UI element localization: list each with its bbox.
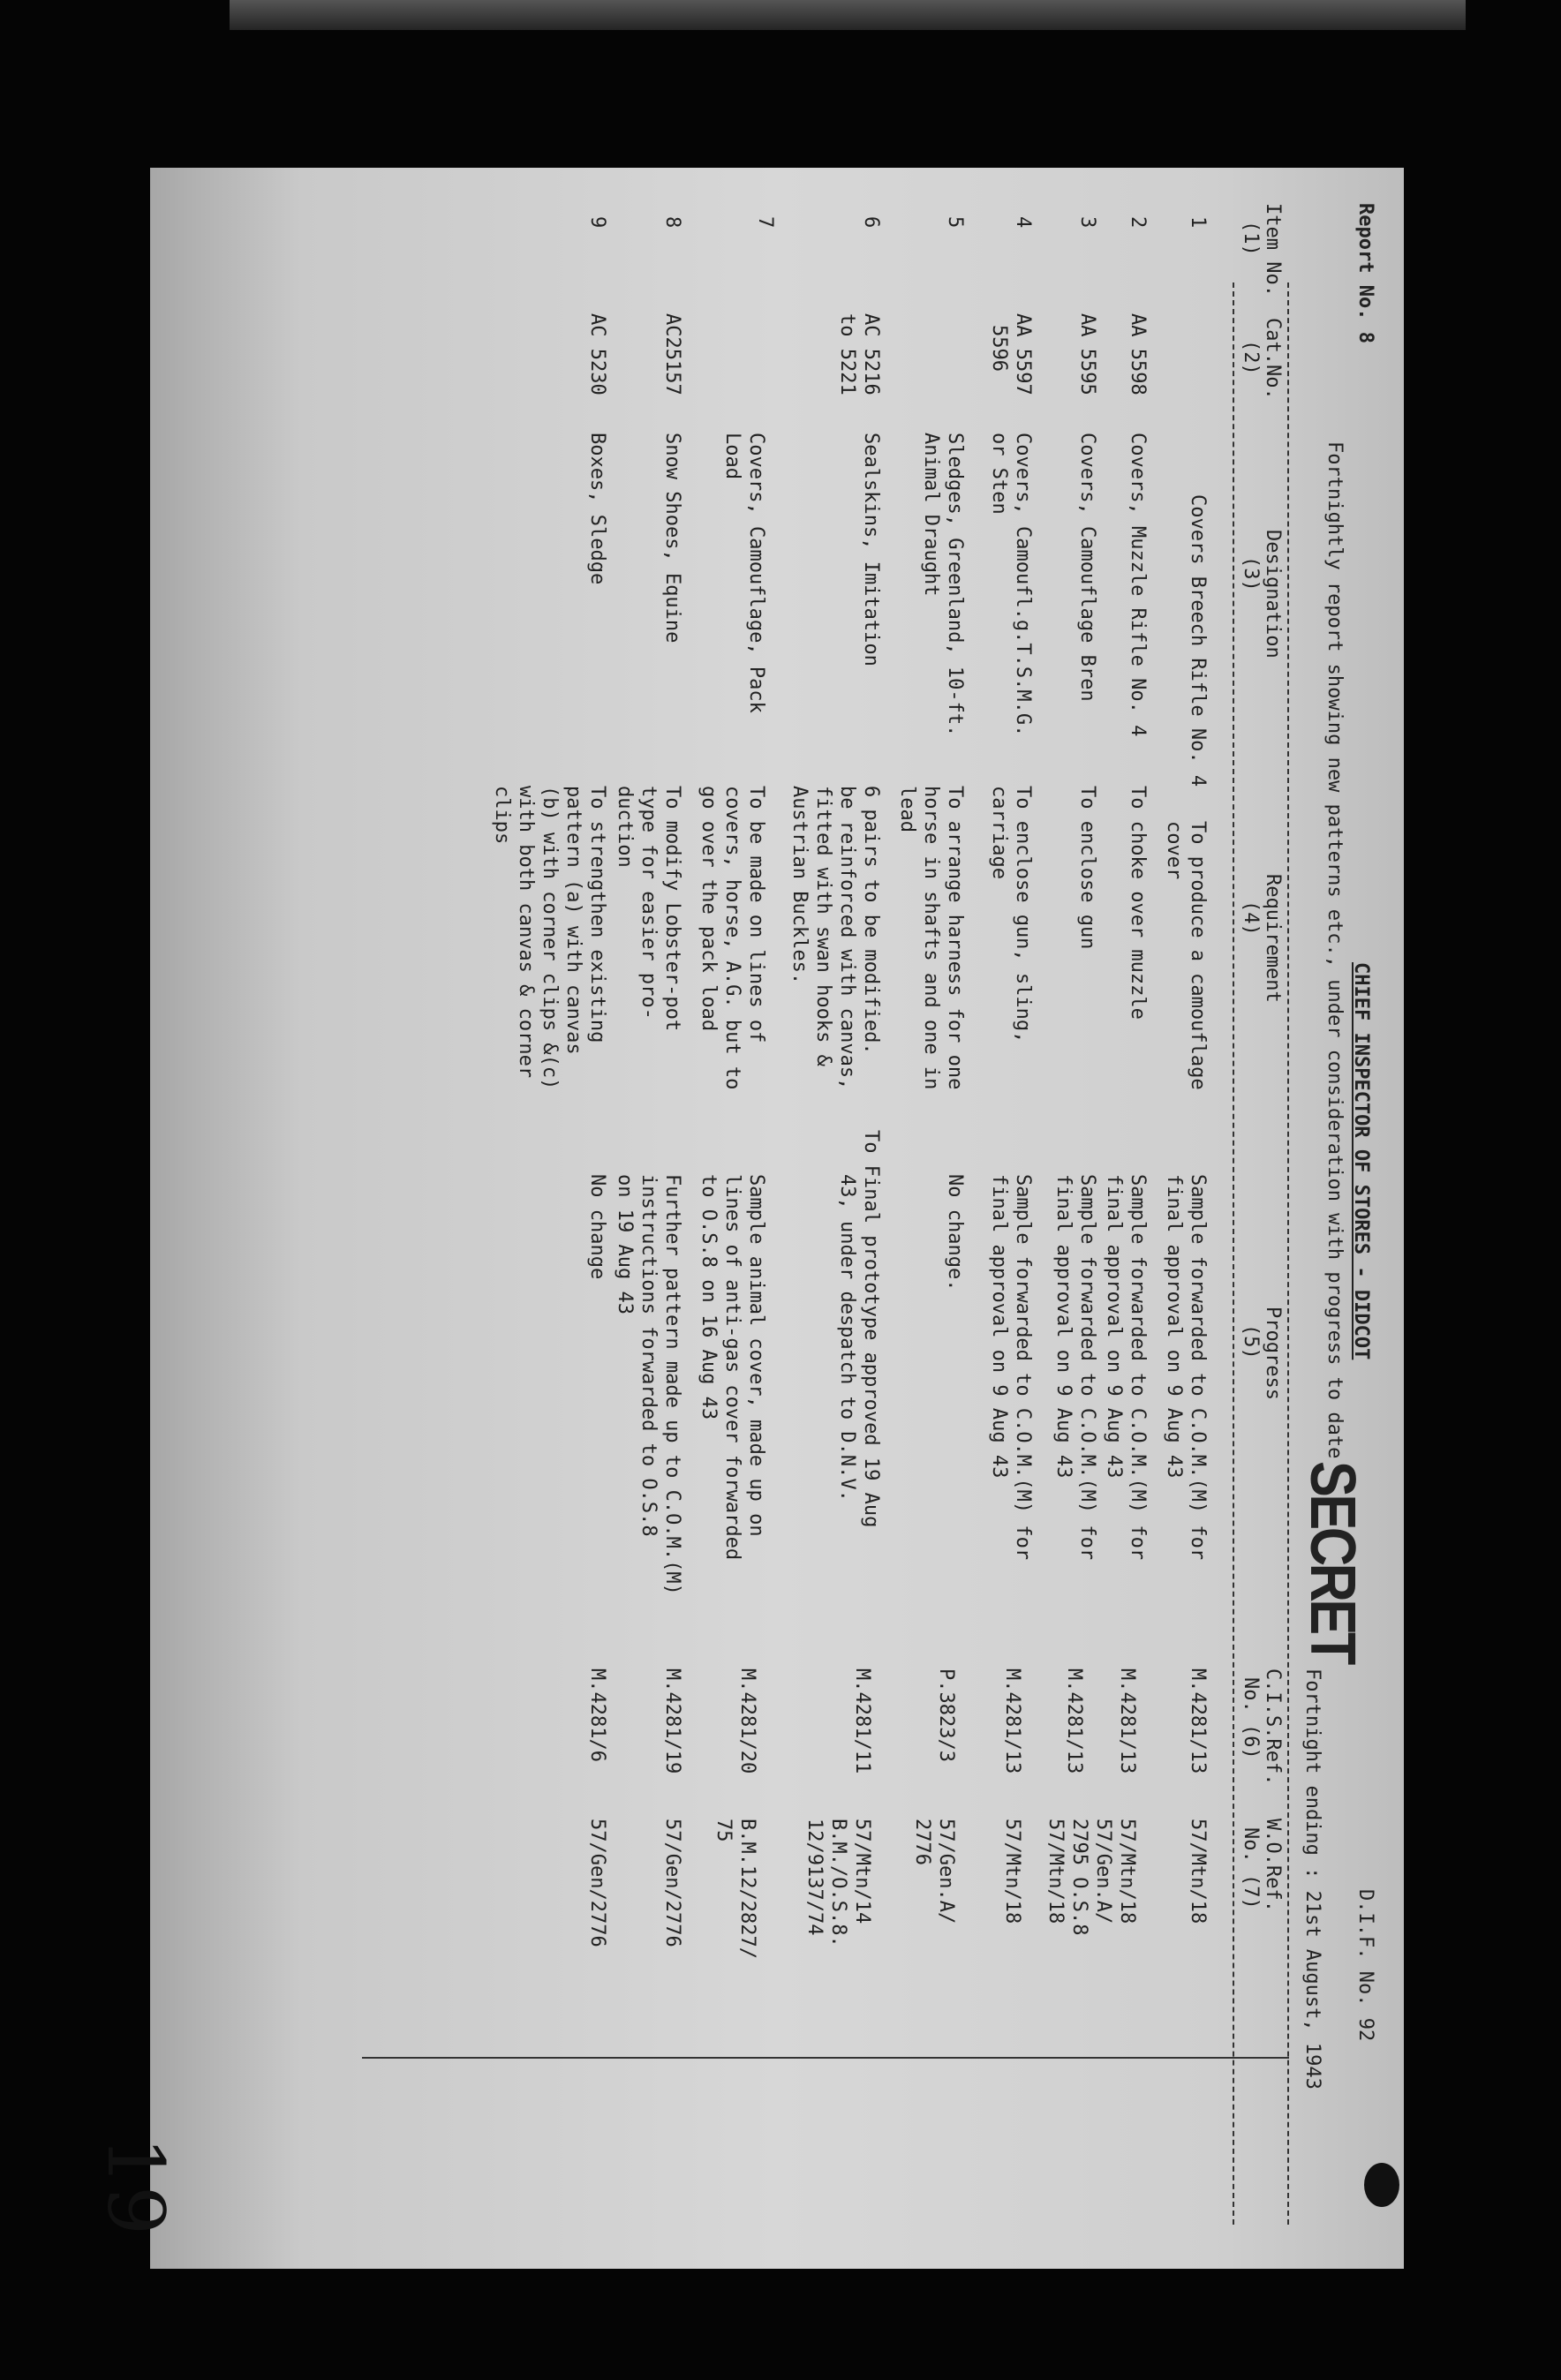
wo-ref: B.M./O.S.8. [827, 1819, 849, 1947]
requirement: To arrange harness for one [944, 786, 966, 1090]
requirement: go over the pack load [698, 786, 720, 1032]
progress: on 19 Aug 43 [614, 1174, 636, 1314]
wo-ref: 57/Mtn/14 [851, 1819, 873, 1924]
header-top-rule [1287, 282, 1289, 2225]
col-item-no-num: (1) [1240, 221, 1262, 256]
requirement: pattern (a) with canvas [562, 786, 584, 1055]
designation: Sledges, Greenland, 10-ft. [944, 433, 966, 737]
wo-ref: 57/Mtn/18 [1044, 1819, 1067, 1924]
wo-ref: 57/Gen/2776 [661, 1819, 683, 1947]
item-no: 7 [754, 216, 776, 229]
col-wo-ref: W.O.Ref. [1262, 1819, 1284, 1912]
designation: Covers, Camoufl.g.T.S.M.G. [1012, 433, 1034, 737]
cat-no: AA 5598 [1127, 313, 1149, 395]
requirement: covers, horse, A.G. but to [721, 786, 743, 1090]
requirement: To strengthen existing [586, 786, 608, 1043]
designation: Covers Breech Rifle No. 4 [1187, 494, 1209, 787]
progress: final approval on 9 Aug 43 [988, 1174, 1010, 1479]
wo-ref: 57/Gen.A/ [1092, 1819, 1114, 1924]
progress: Sample forwarded to C.O.M.(M) for [1076, 1174, 1098, 1561]
wo-ref: 2776 [911, 1819, 933, 1865]
col-progress: Progress [1262, 1307, 1284, 1400]
col-cis-ref-num: No. (6) [1240, 1677, 1262, 1759]
wo-ref: 2795 O.S.8 [1068, 1819, 1090, 1936]
requirement: 6 pairs to be modified. [860, 786, 882, 1055]
cat-no: AA 5597 [1012, 313, 1034, 395]
designation: Snow Shoes, Equine [661, 433, 683, 644]
requirement: To choke over muzzle [1127, 786, 1149, 1020]
progress: instructions forwarded to O.S.8 [637, 1174, 660, 1537]
report-title: Fortnightly report showing new patterns etc., under consideration with progress to date [1323, 441, 1346, 1459]
progress: Sample forwarded to C.O.M.(M) for [1127, 1174, 1149, 1561]
requirement: cover [1163, 821, 1185, 880]
designation: Covers, Muzzle Rifle No. 4 [1127, 433, 1149, 737]
designation: Load [721, 433, 743, 479]
designation: Boxes, Sledge [586, 433, 608, 585]
cat-no: AA 5595 [1076, 313, 1098, 395]
wo-ref: 57/Mtn/18 [1116, 1819, 1138, 1924]
item-no: 1 [1187, 216, 1209, 229]
col-cat-no-num: (2) [1240, 340, 1262, 375]
wo-ref: 57/Mtn/18 [1187, 1819, 1209, 1924]
wo-ref: 57/Gen.A/ [935, 1819, 957, 1924]
col-cat-no: Cat.No. [1262, 318, 1284, 400]
wo-ref: 57/Gen/2776 [586, 1819, 608, 1947]
wo-ref: B.M.12/2827/ [736, 1819, 758, 1959]
requirement: type for easier pro- [637, 786, 660, 1020]
col-designation-num: (3) [1240, 556, 1262, 591]
requirement: lead [896, 786, 918, 832]
cis-ref: M.4281/13 [1001, 1668, 1023, 1774]
rotated-content [150, 168, 1404, 2269]
handwritten-page-number: 19 [90, 2136, 181, 2235]
secret-stamp: SECRET [1297, 1461, 1368, 1662]
header-bottom-rule [1233, 282, 1234, 2225]
designation: Covers, Camouflage, Pack [745, 433, 767, 713]
requirement: with both canvas & corner [515, 786, 537, 1079]
item-no: 3 [1076, 216, 1098, 229]
cis-ref: M.4281/13 [1187, 1668, 1209, 1774]
cis-ref: M.4281/20 [736, 1668, 758, 1774]
progress: Sample forwarded to C.O.M.(M) for [1012, 1174, 1034, 1561]
requirement: To be made on lines of [745, 786, 767, 1043]
progress: 43, under despatch to D.N.V. [836, 1174, 858, 1502]
designation: Sealskins, Imitation [860, 433, 882, 667]
wo-ref: 12/9137/74 [803, 1819, 826, 1936]
requirement: fitted with swan hooks & [812, 786, 834, 1066]
wo-ref: 57/Mtn/18 [1001, 1819, 1023, 1924]
cat-no: AC 5216 [860, 313, 882, 395]
col-designation: Designation [1262, 530, 1284, 659]
col-item-no: Item No. [1262, 203, 1284, 297]
requirement: To enclose gun, sling, [1012, 786, 1034, 1043]
right-margin-rule [362, 2057, 1289, 2059]
wo-ref: 75 [713, 1819, 735, 1842]
requirement: carriage [988, 786, 1010, 879]
document-page [150, 168, 1404, 2269]
cis-ref: M.4281/11 [851, 1668, 873, 1774]
report-number: Report No. 8 [1354, 203, 1376, 343]
col-requirement-num: (4) [1240, 900, 1262, 936]
cat-no: 5596 [988, 325, 1010, 372]
cis-ref: M.4281/6 [586, 1668, 608, 1762]
requirement: duction [614, 786, 636, 868]
cis-ref: M.4281/19 [661, 1668, 683, 1774]
col-wo-ref-num: No. (7) [1240, 1827, 1262, 1909]
hole-punch [1364, 2163, 1399, 2207]
cat-no: AC 5230 [586, 313, 608, 395]
requirement: (b) with corner clips &(c) [539, 786, 561, 1090]
requirement: To enclose gun [1076, 786, 1098, 950]
item-no: 5 [944, 216, 966, 229]
item-no: 9 [586, 216, 608, 229]
designation: Animal Draught [920, 433, 942, 597]
progress: Sample animal cover, made up on [745, 1174, 767, 1537]
cat-no: to 5221 [836, 313, 858, 395]
cis-ref: M.4281/13 [1063, 1668, 1085, 1774]
scan-edge [230, 0, 1466, 30]
designation: or Sten [988, 433, 1010, 515]
progress: Sample forwarded to C.O.M.(M) for [1187, 1174, 1209, 1561]
progress: Further pattern made up to C.O.M.(M) [661, 1174, 683, 1595]
progress: No change. [944, 1174, 966, 1292]
progress: final approval on 9 Aug 43 [1052, 1174, 1075, 1479]
designation: Covers, Camouflage Bren [1076, 433, 1098, 702]
cat-no: AC25157 [661, 313, 683, 395]
progress: lines of anti-gas cover forwarded [721, 1174, 743, 1561]
item-no: 4 [1012, 216, 1034, 229]
cis-ref: P.3823/3 [935, 1668, 957, 1762]
requirement: be reinforced with canvas, [836, 786, 858, 1090]
col-progress-num: (5) [1240, 1324, 1262, 1359]
requirement: To produce a camouflage [1187, 821, 1209, 1090]
cis-ref: M.4281/13 [1116, 1668, 1138, 1774]
dif-number: D.I.F. No. 92 [1354, 1889, 1376, 2042]
col-requirement: Requirement [1262, 874, 1284, 1003]
item-no: 2 [1127, 216, 1149, 229]
requirement: clips [491, 786, 513, 845]
progress: No change [586, 1174, 608, 1280]
fortnight-ending: Fortnight ending : 21st August, 1943 [1301, 1668, 1323, 2090]
inspector-heading: CHIEF INSPECTOR OF STORES - DIDCOT [1350, 962, 1372, 1360]
item-no: 6 [860, 216, 882, 229]
requirement: Austrian Buckles. [788, 786, 811, 985]
progress: final approval on 9 Aug 43 [1103, 1174, 1125, 1479]
progress: final approval on 9 Aug 43 [1163, 1174, 1185, 1479]
requirement: horse in shafts and one in [920, 786, 942, 1090]
progress: To Final prototype approved 19 Aug [860, 1130, 882, 1528]
requirement: To modify Lobster-pot [661, 786, 683, 1032]
col-cis-ref: C.I.S.Ref. [1262, 1668, 1284, 1786]
progress: to O.S.8 on 16 Aug 43 [698, 1174, 720, 1420]
item-no: 8 [661, 216, 683, 229]
